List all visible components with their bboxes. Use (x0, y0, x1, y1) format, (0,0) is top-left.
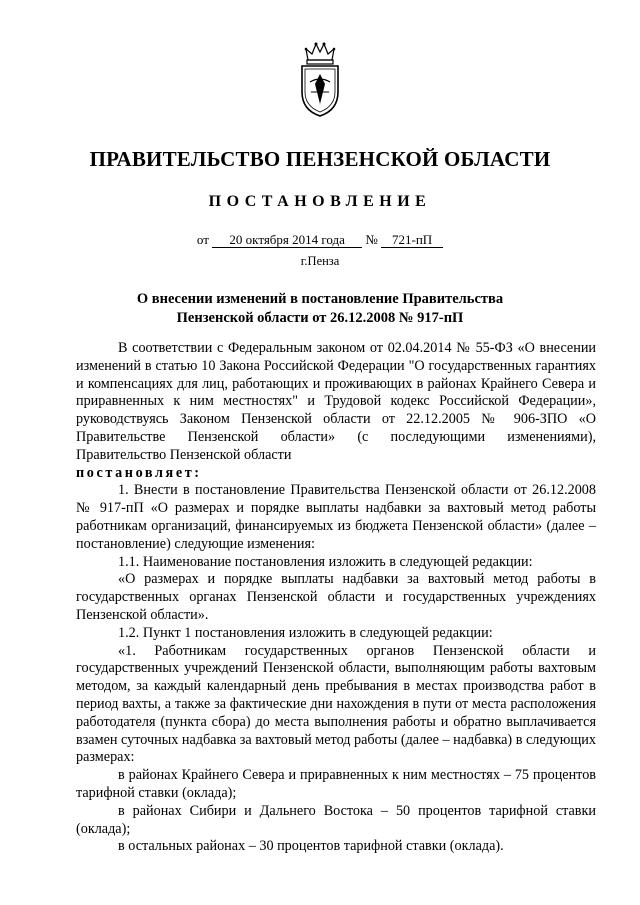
subject-line-2: Пензенской области от 26.12.2008 № 917-пП (176, 310, 464, 326)
number-prefix: № (365, 232, 378, 247)
document-number: 721-пП (381, 232, 443, 248)
resolves-keyword: постановляет: (76, 464, 202, 481)
subject-line-1: О внесении изменений в постановление Правительства (136, 291, 504, 307)
paragraph-1-1-text: «О размерах и порядке выплаты надбавки за вахтовый метод работы в государственных органах Пензенской области и государственных учреждениях Пензенской области». (76, 571, 596, 623)
date-prefix: от (196, 232, 209, 247)
paragraph-1-2-text: «1. Работникам государственных органов Пензенской области и государственных учреждений Пензенской области, выполняющим работы вахтовым методом, за каждый календарный день пребывания в местах производства работ в период вахты, а также за фактические дни нахождения в пути от места расположения работодателя (пункта сбора) до места выполнения работы и обратно выплачивается взамен суточных надбавка за вахтовый метод работы (далее – надбавка) в следующих размерах: (76, 642, 596, 766)
preamble-paragraph: В соответствии с Федеральным законом от 02.04.2014 № 55-ФЗ «О внесении изменений в статью 10 Закона Российской Федерации "О государственных гарантиях и компенсациях для лиц, работающих и проживающих в районах Крайнего Севера и приравненных к ним местностях" и Трудовой кодекс Российской Федерации», руководствуясь Законом Пензенской области от 22.12.2005 № 906-ЗПО «О Правительстве Пензенской области» (с последующими изменениями), Правительство Пензенской области (76, 340, 596, 463)
document-subject (120, 290, 520, 328)
paragraph-1: 1. Внести в постановление Правительства Пензенской области от 26.12.2008 № 917-пП «О размерах и порядке выплаты надбавки за вахтовый метод работы работникам организаций, финансируемых из бюджета Пензенской области» (далее – постановление) следующие изменения: (76, 482, 596, 552)
list-item-north: в районах Крайнего Севера и приравненных к ним местностях – 75 процентов тарифной ставки (оклада); (76, 767, 596, 801)
paragraph-1-1: 1.1. Наименование постановления изложить в следующей редакции: (118, 553, 533, 570)
document-date: 20 октября 2014 года (212, 232, 362, 248)
government-title: ПРАВИТЕЛЬСТВО ПЕНЗЕНСКОЙ ОБЛАСТИ (89, 147, 551, 171)
document-body (76, 340, 596, 856)
list-item-siberia: в районах Сибири и Дальнего Востока – 50 процентов тарифной ставки (оклада); (76, 802, 596, 837)
document-type: ПОСТАНОВЛЕНИЕ (208, 193, 432, 210)
date-number-line (0, 232, 640, 248)
city: г.Пенза (300, 254, 340, 268)
paragraph-1-2: 1.2. Пункт 1 постановления изложить в следующей редакции: (118, 624, 493, 641)
coat-of-arms-icon (294, 40, 346, 118)
list-item-other: в остальных районах – 30 процентов тарифной ставки (оклада). (118, 838, 504, 855)
